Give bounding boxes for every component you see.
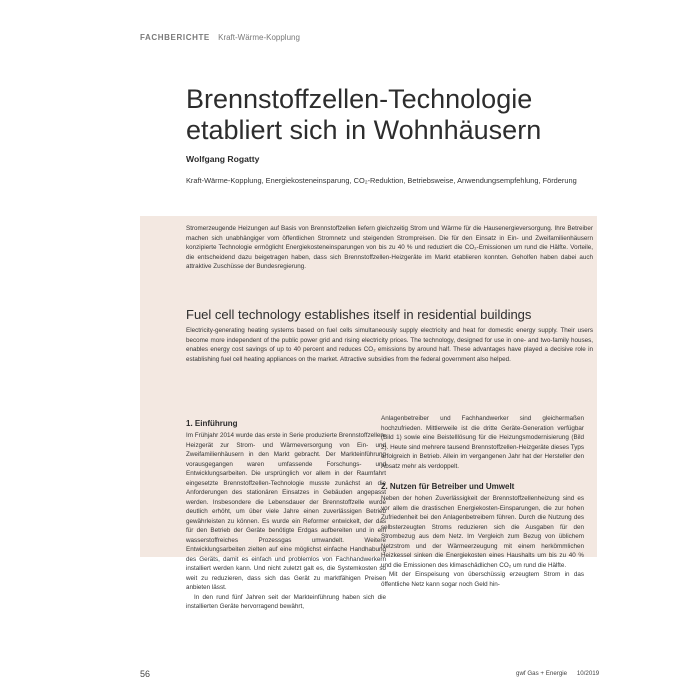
body-column-right [381,414,584,589]
article-title-line2: etabliert sich in Wohnhäusern [186,115,542,145]
body-column-left [186,414,386,612]
publication-footer [516,670,599,677]
section-label: FACHBERICHTE [140,33,210,42]
body-paragraph: In den rund fünf Jahren seit der Markteinführung haben sich die installierten Geräte hervorragend bewährt, [186,593,386,610]
body-paragraph: Mit der Einspeisung von überschüssig erzeugtem Strom in das öffentliche Netz kann sogar noch Geld hin- [381,571,584,588]
article-title [186,84,606,146]
publication-name: gwf Gas + Energie [516,670,568,677]
body-paragraph: Im Frühjahr 2014 wurde das erste in Serie produzierte Brennstoffzellen-Heizgerät zur Strom- und Wärmeversorgung von Ein- und Zweifamilienhäusern in den Markt gebracht. Der Markteinführung vorausgegangen waren umfassende Forschungs- und Entwicklungsarbeiten. Die ursprünglich vor allem in der Raumfahrt eingesetzte Brennstoffzellen-Technologie musste zunächst an die Anforderungen des stationären Einsatzes in Gebäuden angepasst werden. Insbesondere die Lebensdauer der Brennstoffzelle wurde deutlich erhöht, um über viele Jahre einen zuverlässigen Betrieb gewährleisten zu können. Es wurde ein Reformer entwickelt, der das für den Betrieb der Geräte benötigte Erdgas aufbereiten und in ein wasserstoffreiches Prozessgas umwandelt. Weitere Entwicklungsarbeiten zielten auf eine möglichst einfache Handhabung des Geräts, damit es einfach und problemlos von Fachhandwerkern installiert werden kann. Und nicht zuletzt galt es, die Systemkosten so weit zu reduzieren, dass sich das Gerät zu marktfähigen Preisen anbieten lässt. [186,432,386,591]
english-title: Fuel cell technology establishes itself in residential buildings [186,307,532,322]
running-header [140,33,300,42]
section-heading-introduction: 1. Einführung [186,419,238,428]
article-title-line1: Brennstoffzellen-Technologie [186,84,533,114]
body-paragraph: Anlagenbetreiber und Fachhandwerker sind gleichermaßen hochzufrieden. Mittlerweile ist die dritte Geräte-Generation verfügbar (Bild 1) sowie eine Beistelllösung für die Heizungsmodernisierung (Bild 2). Heute sind mehrere tausend Brennstoffzellen-Heizgeräte dieses Typs erfolgreich in Betrieb. Allein im vergangenen Jahr hat der Hersteller den Absatz mehr als verdoppelt. [381,415,584,470]
issue-number: 10/2019 [576,670,600,677]
body-paragraph: Neben der hohen Zuverlässigkeit der Brennstoffzellenheizung sind es vor allem die drastischen Energiekosten-Einsparungen, die zur hohen Zufriedenheit bei den Anlagenbetreibern führen. Durch die Nutzung des selbsterzeugten Stroms reduzieren sich die Ausgaben für den Strombezug aus dem Netz. Im Vergleich zum Bezug von üblichem Netzstrom und der Wärmeerzeugung mit einem herkömmlichen Heizkessel sinken die Energiekosten eines Haushalts um bis zu 40 % und die Emissionen des klimaschädlichen CO₂ um rund die Hälfte. [381,495,584,569]
topic-label: Kraft-Wärme-Kopplung [218,33,300,42]
page-number: 56 [140,669,151,679]
author-name: Wolfgang Rogatty [186,154,260,164]
abstract-german: Stromerzeugende Heizungen auf Basis von Brennstoffzellen liefern gleichzeitig Strom und Wärme für die Hausenergieversorgung. Ihre Betreiber machen sich unabhängiger vom öffentlichen Stromnetz und steigenden Strompreisen. Die für den Einsatz in Ein- und Zweifamilienhäusern konzipierte Technologie ermöglicht Energiekosteneinsparungen von bis zu 40 % und reduziert die CO₂-Emissionen um rund die Hälfte. Vorteile, die entscheidend dazu beigetragen haben, dass sich Brennstoffzellen-Heizgeräte im Markt etablieren konnten. Geholfen haben dabei auch attraktive Zuschüsse der Bundesregierung. [186,225,593,270]
keywords: Kraft-Wärme-Kopplung, Energiekosteneinsparung, CO₂-Reduktion, Betriebsweise, Anwendungsempfehlung, Förderung [186,176,577,185]
section-heading-benefits: 2. Nutzen für Betreiber und Umwelt [381,482,515,491]
abstract-english: Electricity-generating heating systems based on fuel cells simultaneously supply electricity and heat for domestic energy supply. Their users become more independent of the public power grid and rising electricity prices. The technology, designed for use in one- and two-family houses, enables energy cost savings of up to 40 percent and reduces CO₂ emissions by around half. These advantages have played a decisive role in establishing fuel cell heating appliances on the market. Attractive subsidies from the federal government also helped. [186,327,593,363]
